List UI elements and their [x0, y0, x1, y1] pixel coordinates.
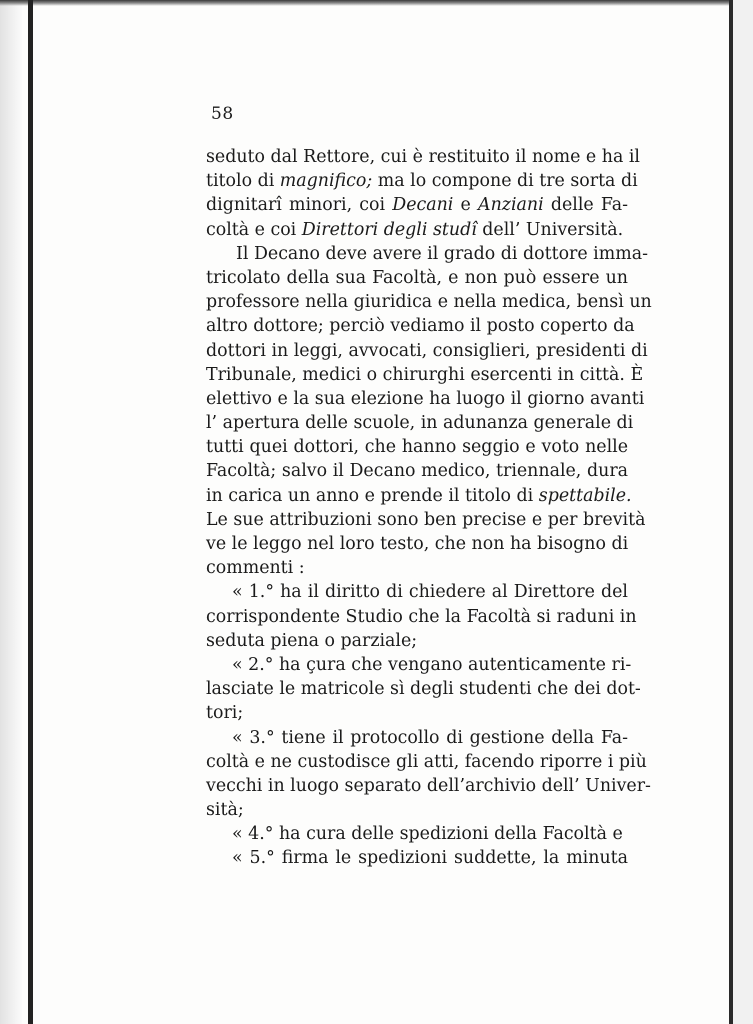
text-line: [206, 218, 628, 242]
text-run: tori;: [206, 703, 244, 724]
text-run: ve le leggo nel loro testo, che non ha bisogno di: [206, 534, 629, 554]
page-top-edge: [0, 0, 753, 6]
text-run: « 5.° firma le spedizioni suddette, la minuta: [232, 848, 628, 869]
text-run: Facoltà; salvo il Decano medico, triennale, dura: [206, 461, 628, 482]
text-run: « 1.° ha il diritto di chiedere al Direttore del: [232, 582, 628, 603]
text-run: lasciate le matricole sì degli studenti che dei dot-: [206, 679, 641, 700]
text-line: [206, 726, 628, 750]
text-line: [206, 363, 644, 387]
text-line: [206, 508, 646, 532]
text-run: seduta piena o parziale;: [206, 630, 418, 651]
text-run: Il Decano deve avere il grado di dottore imma-: [236, 243, 648, 264]
text-line: [206, 653, 632, 677]
text-run: commenti :: [206, 558, 305, 579]
text-run: Tribunale, medici o chirurghi esercenti in città. È: [206, 364, 644, 385]
text-run: elettivo e la sua elezione ha luogo il giorno avanti: [206, 388, 645, 409]
italic-text: Direttori degli studî: [301, 219, 477, 240]
text-line: [206, 798, 628, 822]
text-run: professore nella giuridica e nella medica, bensì un: [206, 292, 652, 313]
text-run: coltà e ne custodisce gli atti, facendo riporre i più: [206, 751, 647, 772]
text-line: [206, 605, 637, 629]
text-run: titolo di: [206, 171, 280, 192]
text-run: dottori in leggi, avvocati, consiglieri, presidenti di: [206, 340, 648, 361]
text-run: « 4.° ha cura delle spedizioni della Facoltà e: [232, 824, 623, 845]
text-line: [206, 750, 647, 774]
body-text: [206, 145, 652, 871]
page-number: 58: [211, 104, 234, 124]
text-run: « 3.° tiene il protocollo di gestione della Fa-: [232, 727, 628, 748]
text-line: [206, 629, 628, 653]
text-line: [206, 459, 628, 483]
text-line: [206, 411, 634, 435]
text-line: [206, 169, 638, 193]
text-run: coltà e coi: [206, 219, 302, 240]
italic-text: Anziani: [478, 195, 544, 216]
text-line: [206, 387, 645, 411]
text-line: [206, 435, 628, 459]
text-run: sità;: [206, 800, 244, 821]
text-run: tutti quei dottori, che hanno seggio e voto nelle: [206, 437, 628, 458]
text-line: [206, 580, 628, 604]
text-line: [206, 484, 632, 508]
text-line: [206, 822, 628, 846]
text-line: [206, 846, 628, 870]
text-run: Le sue attribuzioni sono ben precise e per brevità: [206, 509, 646, 530]
text-line: [206, 290, 652, 314]
text-run: in carica un anno e prende il titolo di: [206, 485, 539, 506]
text-run: l’ apertura delle scuole, in adunanza generale di: [206, 413, 634, 434]
text-run: dignitarî minori, coi: [206, 195, 393, 216]
text-run: « 2.° ha çura che vengano autenticamente ri-: [232, 654, 632, 675]
text-line: [206, 266, 628, 290]
italic-text: Decani: [392, 195, 454, 216]
page-left-shadow: [0, 0, 22, 1024]
text-line: [206, 556, 628, 580]
text-line: [206, 677, 641, 701]
text-line: [206, 339, 648, 363]
text-run: corrispondente Studio che la Facoltà si raduni in: [206, 606, 637, 627]
text-run: e: [453, 195, 479, 216]
page-right-margin: [733, 0, 753, 1024]
text-run: tricolato della sua Facoltà, e non può essere un: [206, 267, 628, 288]
text-run: vecchi in luogo separato dell’archivio dell’ Univer-: [206, 775, 651, 796]
text-line: [206, 145, 640, 169]
text-line: [206, 193, 628, 217]
text-run: delle Fa-: [543, 195, 628, 216]
text-run: dell’ Università.: [476, 219, 624, 240]
italic-text: magnifico;: [279, 171, 373, 192]
italic-text: spettabile.: [538, 485, 632, 506]
text-run: ma lo compone di tre sorta di: [372, 171, 638, 192]
text-line: [206, 242, 648, 266]
text-run: altro dottore; perciò vediamo il posto coperto da: [206, 316, 635, 337]
text-line: [206, 314, 635, 338]
text-line: [206, 701, 628, 725]
text-line: [206, 532, 628, 556]
page-left-edge: [28, 0, 33, 1024]
text-run: seduto dal Rettore, cui è restituito il nome e ha il: [206, 147, 640, 167]
text-line: [206, 774, 651, 798]
